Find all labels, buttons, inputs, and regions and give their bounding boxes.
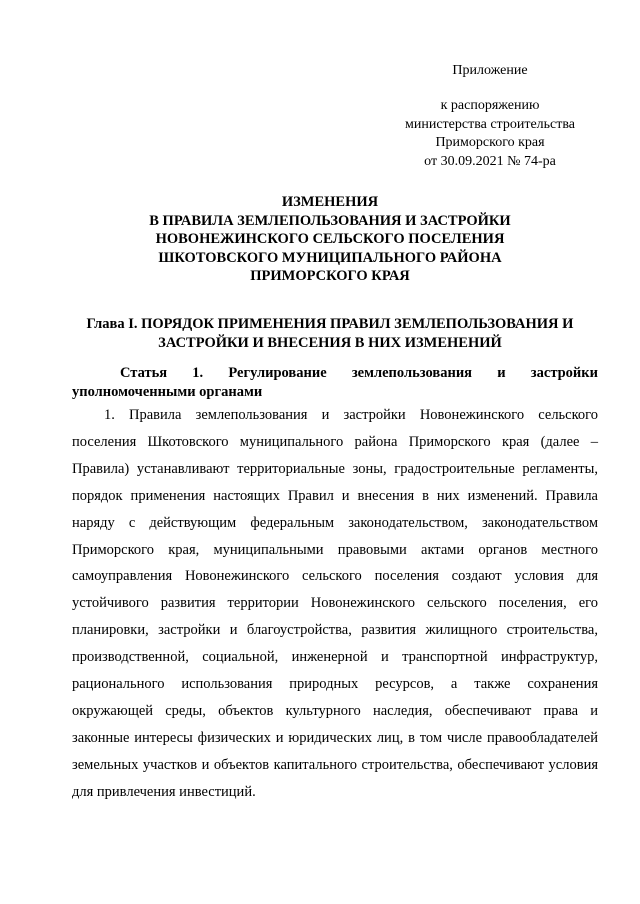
appendix-line: к распоряжению bbox=[440, 98, 540, 113]
title-line: В ПРАВИЛА ЗЕМЛЕПОЛЬЗОВАНИЯ И ЗАСТРОЙКИ bbox=[149, 212, 511, 229]
title-line: ШКОТОВСКОГО МУНИЦИПАЛЬНОГО РАЙОНА bbox=[158, 249, 502, 266]
chapter-heading bbox=[60, 315, 600, 352]
article-heading: Статья 1. Регулирование землепользования и застройки уполномоченными органами bbox=[72, 365, 598, 400]
appendix-line: от 30.09.2021 № 74-ра bbox=[424, 153, 556, 169]
chapter-line: Глава I. ПОРЯДОК ПРИМЕНЕНИЯ ПРАВИЛ ЗЕМЛЕПОЛЬЗОВАНИЯ И bbox=[86, 316, 574, 332]
body-paragraph: 1. Правила землепользования и застройки Новонежинского сельского поселения Шкотовского муниципального района Приморского края (далее – Правила) устанавливают территориальные зоны, градостроительные регламенты, порядок применения настоящих Правил и внесения в них изменений. Правила наряду с действующим федеральным законодательством, законодательством Приморского края, муниципальными правовыми актами органов местного самоуправления Новонежинского сельского поселения создают условия для устойчивого развития территории Новонежинского сельского поселения, его планировки, застройки и благоустройства, развития жилищного строительства, производственной, социальной, инженерной и транспортной инфраструктур, рационального использования природных ресурсов, а также сохранения окружающей среды, объектов культурного наследия, обеспечивают права и законные интересы физических и юридических лиц, в том числе правообладателей земельных участков и объектов капитального строительства, обеспечивают условия для привлечения инвестиций. bbox=[72, 407, 598, 800]
appendix-heading: Приложение bbox=[452, 63, 528, 78]
appendix-lines bbox=[380, 97, 600, 171]
appendix-line: Приморского края bbox=[435, 135, 545, 150]
chapter-line: ЗАСТРОЙКИ И ВНЕСЕНИЯ В НИХ ИЗМЕНЕНИЙ bbox=[158, 334, 502, 351]
appendix-line: министерства строительства bbox=[404, 116, 576, 132]
title-line: ПРИМОРСКОГО КРАЯ bbox=[250, 268, 410, 285]
title-line: ИЗМЕНЕНИЯ bbox=[281, 194, 379, 210]
document-title bbox=[60, 193, 600, 286]
title-line: НОВОНЕЖИНСКОГО СЕЛЬСКОГО ПОСЕЛЕНИЯ bbox=[155, 231, 505, 248]
